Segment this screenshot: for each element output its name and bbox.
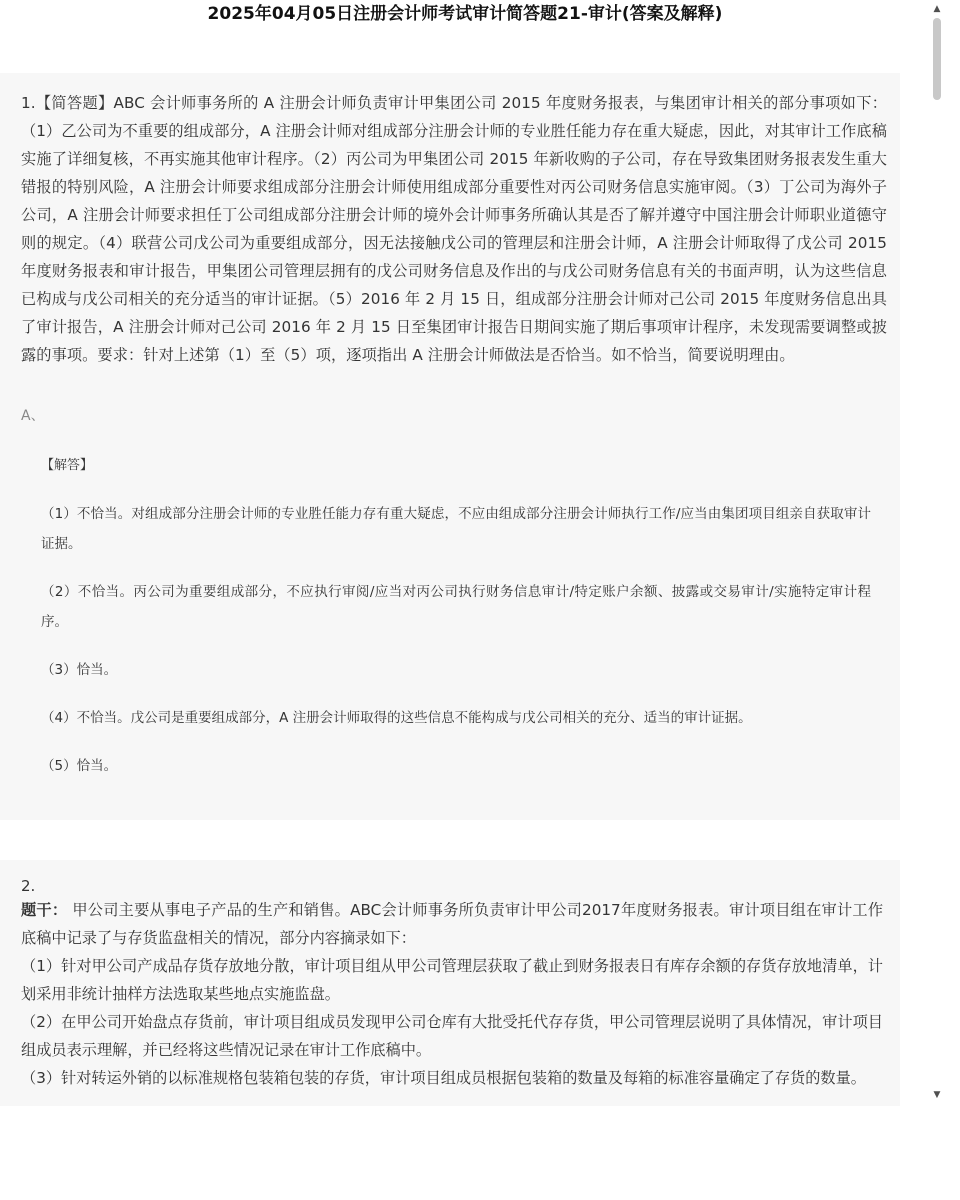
question-card-1 xyxy=(0,73,900,820)
stem-label: 题干： xyxy=(21,901,68,919)
answer-item-3: （3）恰当。 xyxy=(41,662,118,678)
question-1-option-a: A、 xyxy=(21,408,45,424)
question-2-item-2: （2）在甲公司开始盘点存货前，审计项目组成员发现甲公司仓库有大批受托代存存货，甲公司管理层说明了具体情况，审计项目组成员表示理解，并已经将这些情况记录在审计工作底稿中。 xyxy=(21,1013,883,1059)
answer-heading: 【解答】 xyxy=(41,458,94,473)
answer-item-5: （5）恰当。 xyxy=(41,758,118,774)
question-2-body xyxy=(21,896,883,1092)
scroll-thumb[interactable] xyxy=(933,18,941,100)
answer-block xyxy=(41,457,871,799)
question-2-number: 2. xyxy=(21,877,36,895)
question-1-stem: 1.【简答题】ABC 会计师事务所的 A 注册会计师负责审计甲集团公司 2015 年度财务报表，与集团审计相关的部分事项如下：（1）乙公司为不重要的组成部分，A 注册会计师对组成部分注册会计师的专业胜任能力存在重大疑虑，因此，对其审计工作底稿实施了详细复核，不再实施其他审计程序。（2）丙公司为甲集团公司 2015 年新收购的子公司，存在导致集团财务报表发生重大错报的特别风险，A 注册会计师要求组成部分注册会计师使用组成部分重要性对丙公司财务信息实施审阅。（3）丁公司为海外子公司，A 注册会计师要求担任丁公司组成部分注册会计师的境外会计师事务所确认其是否了解并遵守中国注册会计师职业道德守则的规定。（4）联营公司戊公司为重要组成部分，因无法接触戊公司的管理层和注册会计师，A 注册会计师取得了戊公司 2015 年度财务报表和审计报告，甲集团公司管理层拥有的戊公司财务信息及作出的与戊公司财务信息有关的书面声明，认为这些信息已构成与戊公司相关的充分适当的审计证据。（5）2016 年 2 月 15 日，组成部分注册会计师对己公司 2015 年度财务信息出具了审计报告，A 注册会计师对己公司 2016 年 2 月 15 日至集团审计报告日期间实施了期后事项审计程序，未发现需要调整或披露的事项。要求：针对上述第（1）至（5）项，逐项指出 A 注册会计师做法是否恰当。如不恰当，简要说明理由。 xyxy=(21,94,887,364)
scroll-down-arrow-icon[interactable]: ▼ xyxy=(933,1090,941,1100)
question-2-intro xyxy=(21,896,883,952)
vertical-scrollbar[interactable] xyxy=(930,0,944,1106)
question-card-2 xyxy=(0,860,900,1106)
scroll-up-arrow-icon[interactable]: ▲ xyxy=(933,4,941,14)
page-title: 2025年04月05日注册会计师考试审计简答题21-审计(答案及解释) xyxy=(207,4,723,24)
question-2-item-3: （3）针对转运外销的以标准规格包装箱包装的存货，审计项目组成员根据包装箱的数量及每箱的标准容量确定了存货的数量。 xyxy=(21,1069,866,1087)
answer-item-1: （1）不恰当。对组成部分注册会计师的专业胜任能力存有重大疑虑，不应由组成部分注册会计师执行工作/应当由集团项目组亲自获取审计证据。 xyxy=(41,506,871,552)
question-2-intro-text: 甲公司主要从事电子产品的生产和销售。ABC会计师事务所负责审计甲公司2017年度财务报表。审计项目组在审计工作底稿中记录了与存货监盘相关的情况，部分内容摘录如下： xyxy=(21,901,884,947)
question-2-item-1: （1）针对甲公司产成品存货存放地分散，审计项目组从甲公司管理层获取了截止到财务报表日有库存余额的存货存放地清单，计划采用非统计抽样方法选取某些地点实施监盘。 xyxy=(21,957,883,1003)
answer-item-2: （2）不恰当。丙公司为重要组成部分，不应执行审阅/应当对丙公司执行财务信息审计/特定账户余额、披露或交易审计/实施特定审计程序。 xyxy=(41,584,871,630)
answer-item-4: （4）不恰当。戊公司是重要组成部分，A 注册会计师取得的这些信息不能构成与戊公司相关的充分、适当的审计证据。 xyxy=(41,710,752,726)
